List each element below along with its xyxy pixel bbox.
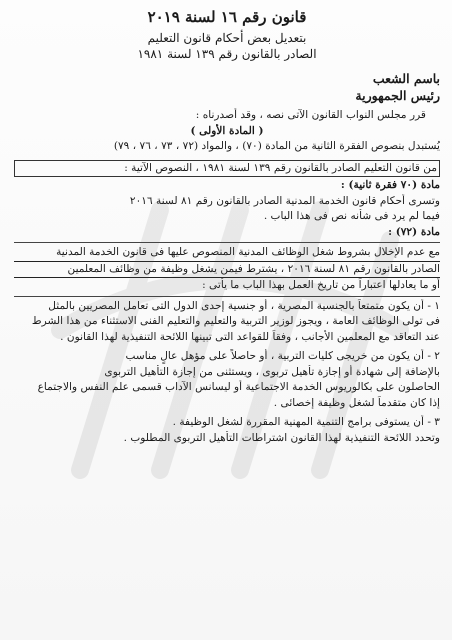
article-70-line-2: فيما لم يرد فى شأنه نص فى هذا الباب . [263, 210, 440, 222]
closing-line: وتحدد اللائحة التنفيذية لهذا القانون اشتراطات التأهيل التربوى المطلوب . [123, 431, 440, 444]
clause-2-line-2: بالإضافة إلى شهادة أو إجازة تأهيل تربوى ، ويستثنى من إجازة التأهيل التربوى [104, 365, 440, 378]
article-72-line-3: أو ما يعادلها اعتباراً من تاريخ العمل بهذا الباب ما يأتى : [202, 279, 440, 291]
preamble-line: قرر مجلس النواب القانون الآتى نصه ، وقد أصدرناه : [195, 109, 426, 121]
clause-3-line-1: ٣ - أن يستوفى برامج التنمية المهنية المقررة لشغل الوظيفة . [172, 416, 440, 428]
article-1-heading: ( المادة الأولى ) [190, 124, 264, 137]
article-70-line-1: وتسرى أحكام قانون الخدمة المدنية الصادر بالقانون رقم ٨١ لسنة ٢٠١٦ [129, 194, 440, 207]
law-subtitle-1: بتعديل بعض أحكام قانون التعليم [147, 31, 307, 45]
article-72-line-1: مع عدم الإخلال بشروط شغل الوظائف المدنية المنصوص عليها فى قانون الخدمة المدنية [14, 245, 440, 262]
clause-1-line-2: فى تولى الوظائف العامة ، ويجوز لوزير التربية والتعليم والتعليم الفنى الاستثناء من هذا الشرط [31, 315, 440, 327]
clause-1-line-1: ١ - أن يكون متمتعاً بالجنسية المصرية ، أو جنسية إحدى الدول التى تعامل المصريين بالمثل [48, 299, 440, 312]
law-subtitle-2: الصادر بالقانون رقم ١٣٩ لسنة ١٩٨١ [137, 47, 317, 61]
article-70-heading: مادة (٧٠ فقرة ثانية) : [340, 179, 440, 191]
people-heading: باسم الشعب [372, 71, 440, 86]
clause-2-line-4: إذا كان متقدماً لشغل وظيفة إخصائى . [273, 396, 440, 409]
article-1-line-2: من قانون التعليم الصادر بالقانون رقم ١٣٩ لسنة ١٩٨١ ، النصوص الآتية : [14, 160, 440, 178]
clause-2-line-1: ٢ - أن يكون من خريجى كليات التربية ، أو حاصلاً على مؤهل عالٍ مناسب [125, 350, 440, 362]
clause-1-line-3: عند التعاقد مع المعلمين الأجانب ، وفقاً للقواعد التى تبينها اللائحة التنفيذية لهذا القانون . [60, 330, 440, 343]
article-72-line-2: الصادر بالقانون رقم ٨١ لسنة ٢٠١٦ ، يشترط فيمن يشغل وظيفة من وظائف المعلمين [14, 262, 440, 279]
article-1-line-1: يُستبدل بنصوص الفقرة الثانية من المادة (٧٠) ، والمواد (٧٢ ، ٧٣ ، ٧٦ ، ٧٩) [113, 140, 440, 152]
article-72-heading: مادة (٧٢) : [388, 225, 440, 238]
clause-2-line-3: الحاصلون على بكالوريوس الخدمة الاجتماعية أو ليسانس الآداب قسمى علم النفس والاجتماع [37, 381, 440, 393]
law-title: قانون رقم ١٦ لسنة ٢٠١٩ [147, 8, 307, 26]
president-heading: رئيس الجمهورية [355, 88, 440, 103]
